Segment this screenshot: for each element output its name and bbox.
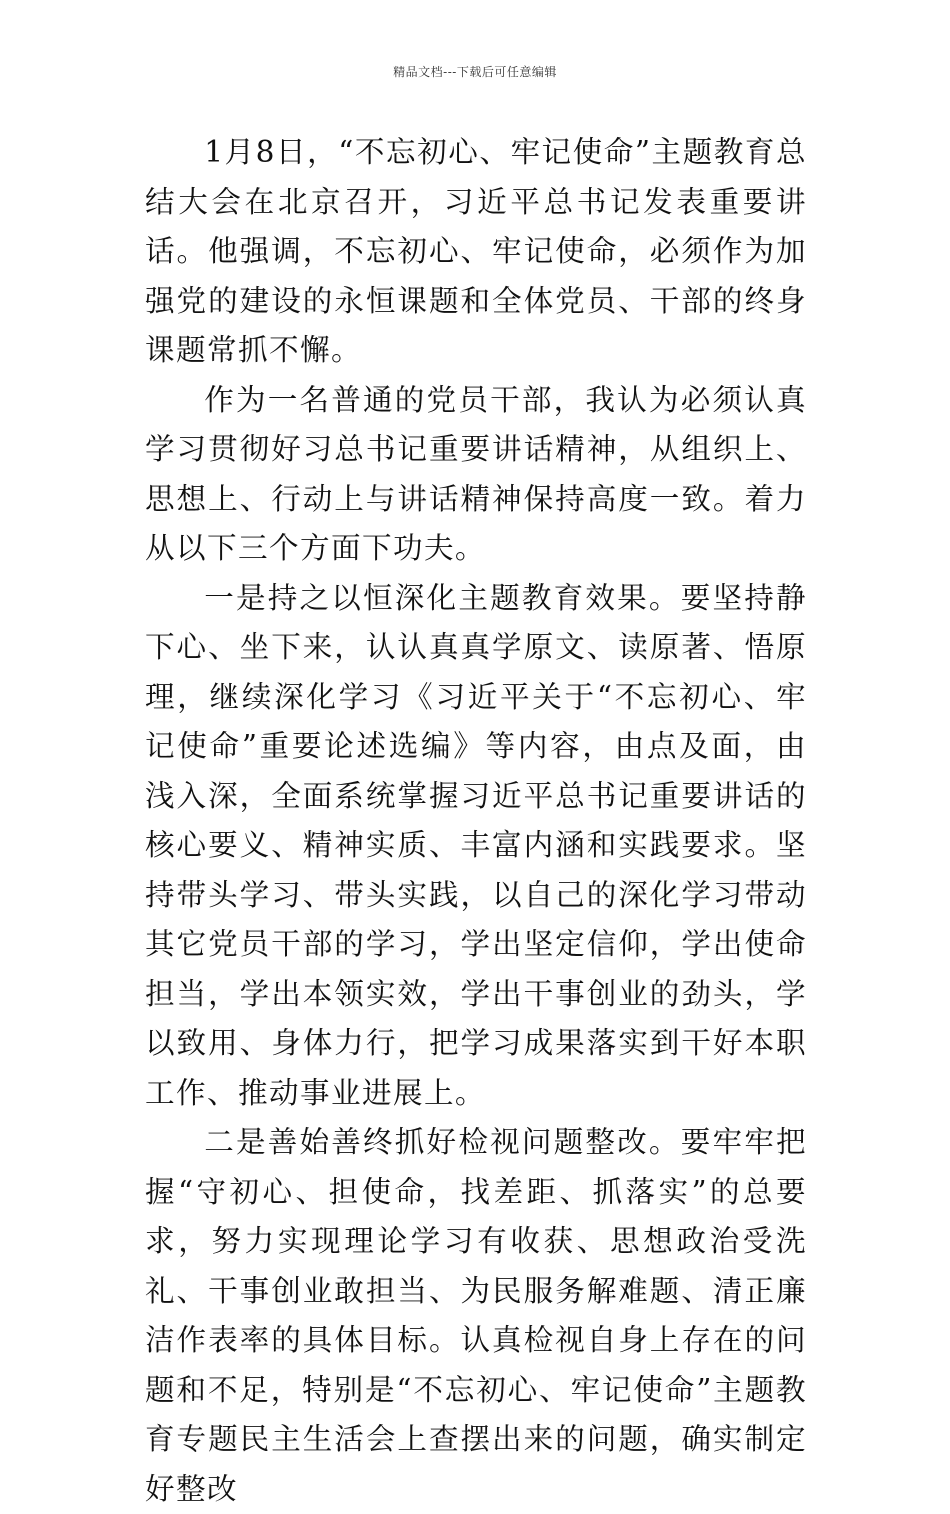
- paragraph-3: 一是持之以恒深化主题教育效果。要坚持静下心、坐下来，认认真真学原文、读原著、悟原理，继续深化学习《习近平关于“不忘初心、牢记使命”重要论述选编》等内容，由点及面，由浅入深，全面系统掌握习近平总书记重要讲话的核心要义、精神实质、丰富内涵和实践要求。坚持带头学习、带头实践，以自己的深化学习带动其它党员干部的学习，学出坚定信仰，学出使命担当，学出本领实效，学出干事创业的劲头，学以致用、身体力行，把学习成果落实到干好本职工作、推动事业进展上。: [145, 580, 807, 1110]
- page-header: 精品文档---下载后可任意编辑: [393, 65, 557, 79]
- paragraph-4: 二是善始善终抓好检视问题整改。要牢牢把握“守初心、担使命，找差距、抓落实”的总要求，努力实现理论学习有收获、思想政治受洗礼、干事创业敢担当、为民服务解难题、清正廉洁作表率的具体目标。认真检视自身上存在的问题和不足，特别是“不忘初心、牢记使命”主题教育专题民主生活会上查摆出来的问题，确实制定好整改: [145, 1125, 807, 1506]
- document-body: [145, 128, 807, 1514]
- paragraph-1: 1月8日，“不忘初心、牢记使命”主题教育总结大会在北京召开，习近平总书记发表重要讲话。他强调，不忘初心、牢记使命，必须作为加强党的建设的永恒课题和全体党员、干部的终身课题常抓不懈。: [145, 135, 807, 367]
- paragraph-2: 作为一名普通的党员干部，我认为必须认真学习贯彻好习总书记重要讲话精神，从组织上、思想上、行动上与讲话精神保持高度一致。着力从以下三个方面下功夫。: [145, 382, 807, 565]
